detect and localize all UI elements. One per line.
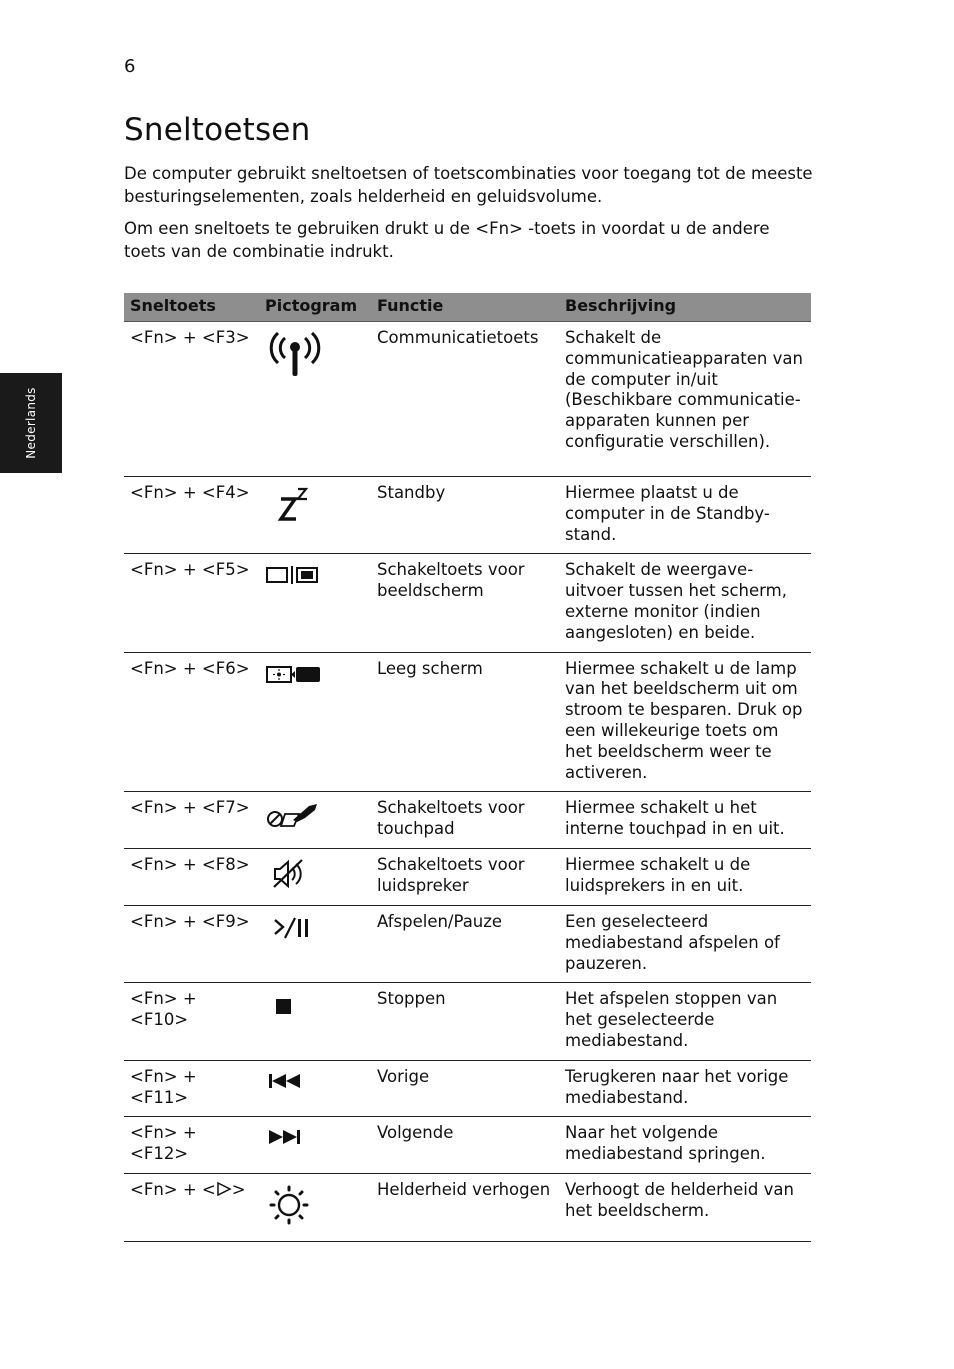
sleep-zz-icon — [265, 485, 325, 523]
header-beschrijving: Beschrijving — [559, 293, 811, 322]
hotkey-cell: <Fn> + <F11> — [124, 1060, 259, 1117]
right-triangle-icon — [216, 1181, 232, 1197]
table-row — [124, 1060, 811, 1117]
hotkey-cell: <Fn> + <F8> — [124, 848, 259, 905]
language-label: Nederlands — [24, 387, 38, 459]
description-cell: Hiermee schakelt u de luidsprekers in en uit. — [559, 848, 811, 905]
description-cell: Het afspelen stoppen van het geselecteerde mediabestand. — [559, 983, 811, 1060]
description-cell: Terugkeren naar het vorige mediabestand. — [559, 1060, 811, 1117]
page-number: 6 — [124, 56, 136, 77]
stop-icon — [265, 991, 325, 1021]
table-row — [124, 905, 811, 982]
page-title: Sneltoetsen — [124, 112, 311, 148]
table-header-row — [124, 293, 811, 322]
description-cell: Hiermee schakelt u de lamp van het beeldscherm uit om stroom te besparen. Druk op een willekeurige toets om het beeldscherm weer te activeren. — [559, 652, 811, 792]
function-cell: Leeg scherm — [371, 652, 559, 792]
icon-cell — [259, 983, 371, 1060]
icon-cell — [259, 652, 371, 792]
play-pause-icon — [265, 914, 325, 944]
icon-cell — [259, 1173, 371, 1241]
brightness-up-icon — [265, 1182, 325, 1230]
table-row — [124, 477, 811, 554]
function-cell: Schakeltoets voor luidspreker — [371, 848, 559, 905]
function-cell: Schakeltoets voor beeldscherm — [371, 554, 559, 652]
language-side-tab — [0, 373, 62, 473]
intro-paragraph-2: Om een sneltoets te gebruiken drukt u de <Fn> -toets in voordat u de andere toets van de combinatie indrukt. — [124, 219, 770, 261]
function-cell: Afspelen/Pauze — [371, 905, 559, 982]
table-row — [124, 322, 811, 477]
hotkey-text: <Fn> + < — [130, 1179, 216, 1199]
hotkey-cell: <Fn> + <F12> — [124, 1117, 259, 1174]
description-cell: Schakelt de communicatieapparaten van de computer in/uit (Beschikbare communicatie-apparaten kunnen per configuratie verschillen). — [559, 322, 811, 477]
table-row — [124, 554, 811, 652]
hotkey-cell: <Fn> + <F4> — [124, 477, 259, 554]
function-cell: Schakeltoets voor touchpad — [371, 792, 559, 849]
function-cell: Vorige — [371, 1060, 559, 1117]
table-row — [124, 652, 811, 792]
header-pictogram: Pictogram — [259, 293, 371, 322]
description-cell: Naar het volgende mediabestand springen. — [559, 1117, 811, 1174]
description-cell: Hiermee plaatst u de computer in de Standby-stand. — [559, 477, 811, 554]
description-cell: Schakelt de weergave-uitvoer tussen het scherm, externe monitor (indien aangesloten) en beide. — [559, 554, 811, 652]
hotkey-cell: <Fn> + <F5> — [124, 554, 259, 652]
table-row — [124, 792, 811, 849]
intro-paragraph-1: De computer gebruikt sneltoetsen of toetscombinaties voor toegang tot de meeste besturingselementen, zoals helderheid en geluidsvolume. — [124, 164, 813, 206]
icon-cell — [259, 1117, 371, 1174]
hotkey-cell: <Fn> + <F3> — [124, 322, 259, 477]
icon-cell — [259, 905, 371, 982]
table-row — [124, 848, 811, 905]
header-functie: Functie — [371, 293, 559, 322]
table-row — [124, 1173, 811, 1241]
table-row — [124, 983, 811, 1060]
table-row — [124, 1117, 811, 1174]
description-cell: Een geselecteerd mediabestand afspelen of pauzeren. — [559, 905, 811, 982]
display-toggle-icon — [265, 562, 325, 592]
hotkey-table — [124, 293, 811, 1242]
screen-blank-icon — [265, 661, 325, 691]
next-track-icon — [265, 1125, 325, 1151]
function-cell: Volgende — [371, 1117, 559, 1174]
hotkey-cell: <Fn> + <F9> — [124, 905, 259, 982]
icon-cell — [259, 848, 371, 905]
icon-cell — [259, 1060, 371, 1117]
icon-cell — [259, 554, 371, 652]
touchpad-toggle-icon — [265, 800, 325, 832]
icon-cell — [259, 792, 371, 849]
wireless-antenna-icon — [265, 330, 325, 378]
previous-track-icon — [265, 1069, 325, 1095]
speaker-mute-icon — [265, 857, 325, 891]
hotkey-cell: <Fn> + <F6> — [124, 652, 259, 792]
hotkey-suffix: > — [231, 1179, 246, 1199]
function-cell: Stoppen — [371, 983, 559, 1060]
hotkey-cell: <Fn> + <F10> — [124, 983, 259, 1060]
function-cell: Communicatietoets — [371, 322, 559, 477]
function-cell: Standby — [371, 477, 559, 554]
icon-cell — [259, 322, 371, 477]
header-sneltoets: Sneltoets — [124, 293, 259, 322]
hotkey-cell: <Fn> + <F7> — [124, 792, 259, 849]
hotkey-cell — [124, 1173, 259, 1241]
description-cell: Verhoogt de helderheid van het beeldscherm. — [559, 1173, 811, 1241]
description-cell: Hiermee schakelt u het interne touchpad in en uit. — [559, 792, 811, 849]
icon-cell — [259, 477, 371, 554]
function-cell: Helderheid verhogen — [371, 1173, 559, 1241]
